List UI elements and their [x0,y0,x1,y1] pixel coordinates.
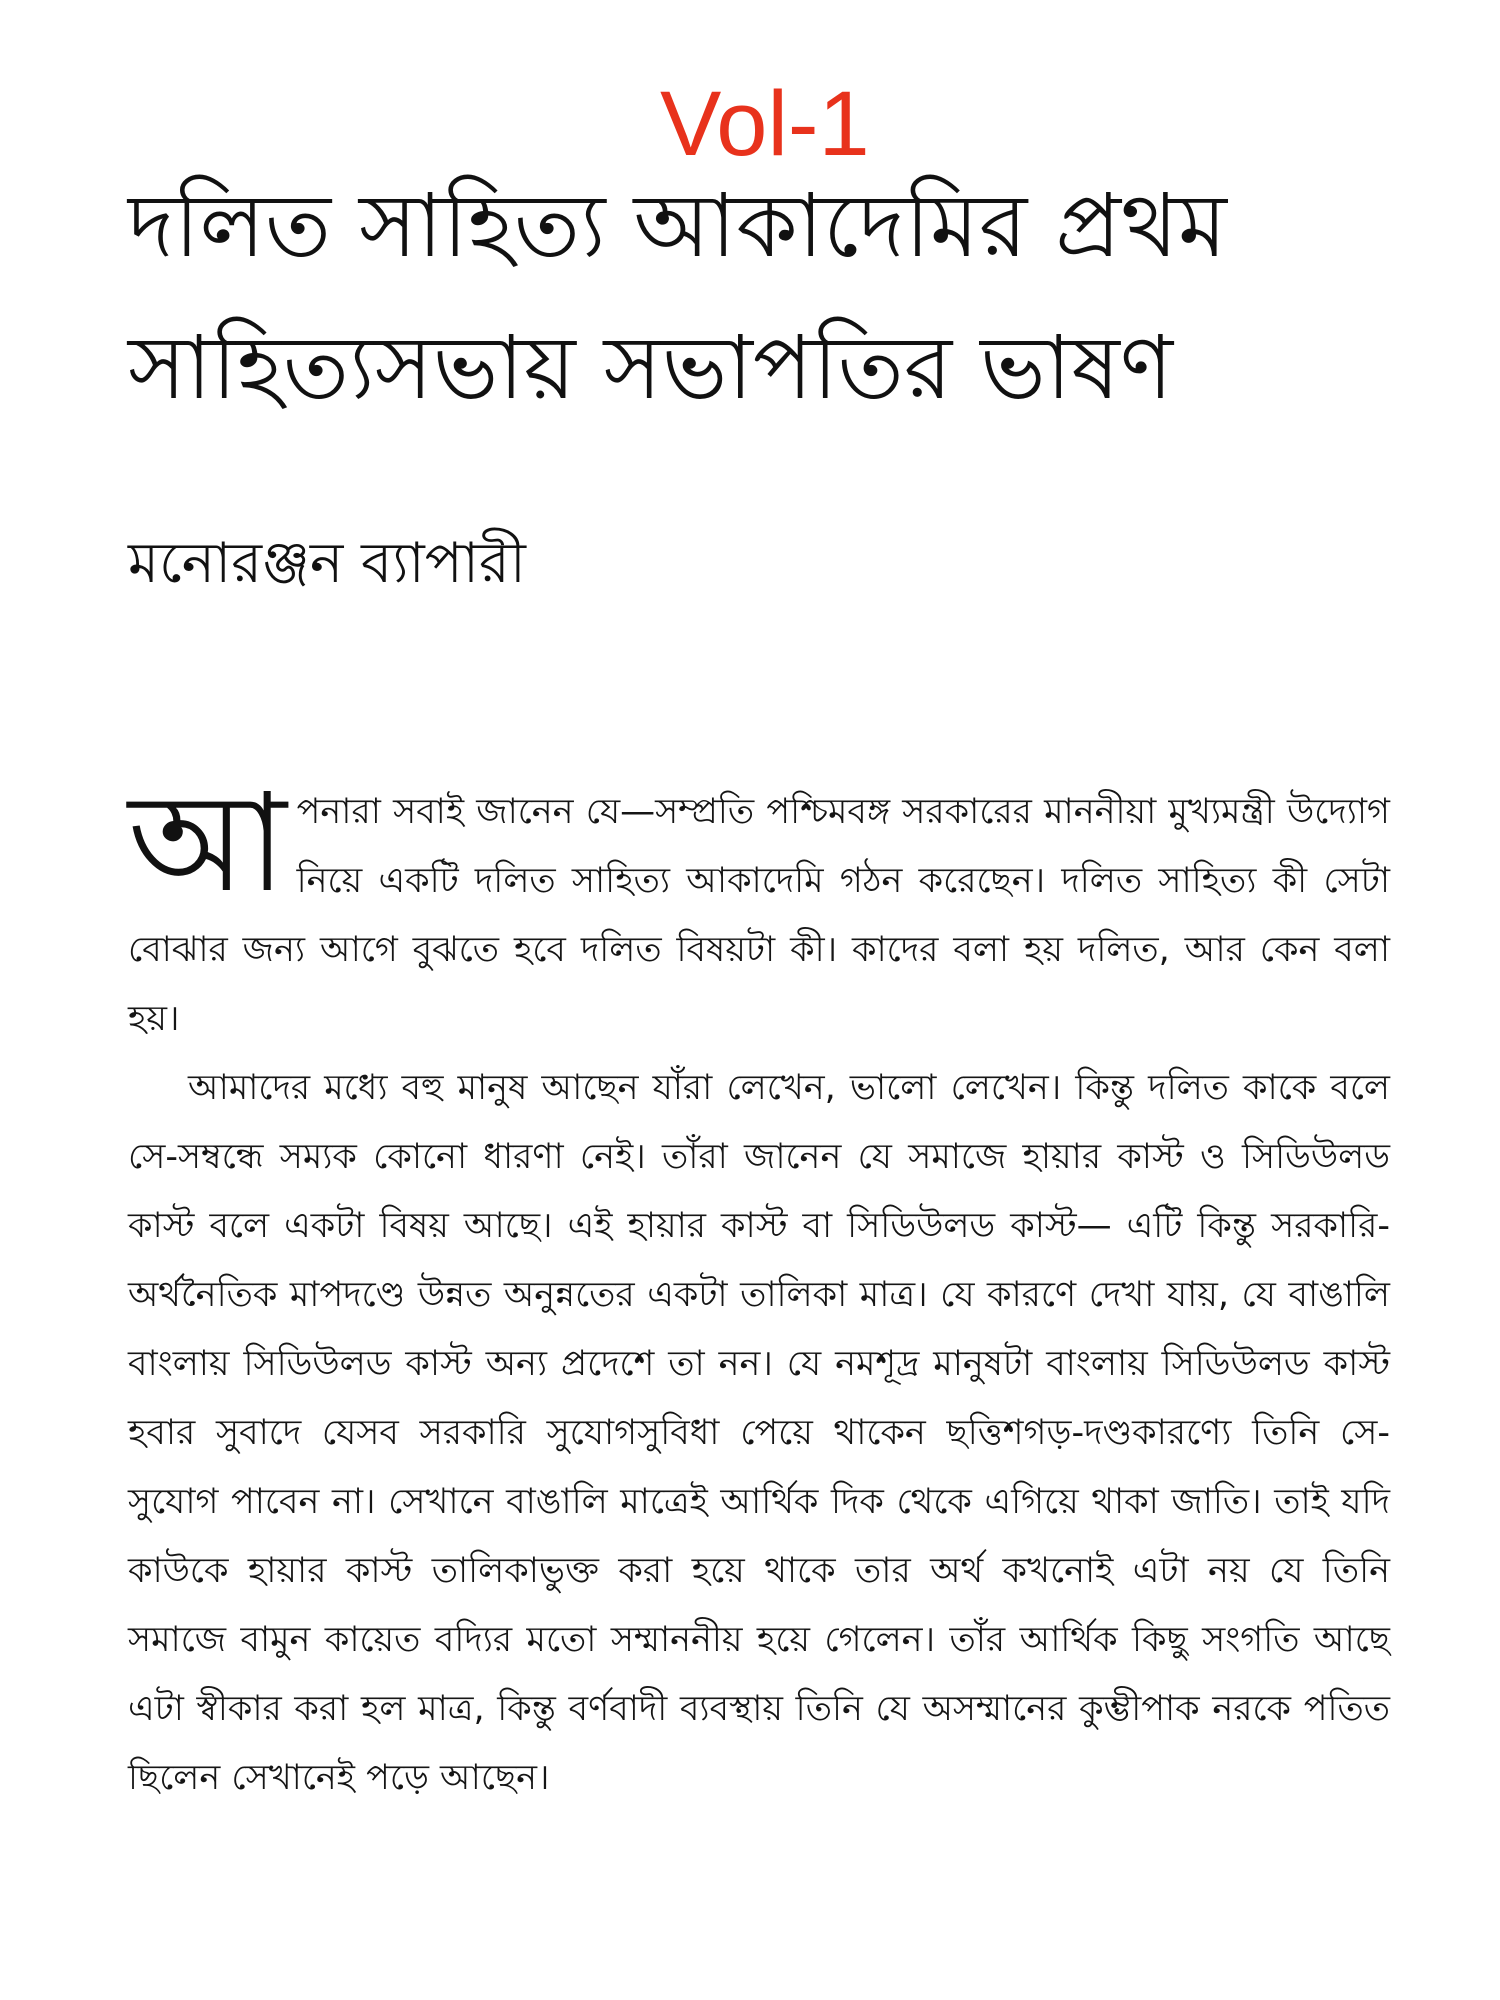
paragraph-1 [128,765,1390,1054]
paragraph-2: আমাদের মধ্যে বহু মানুষ আছেন যাঁরা লেখেন, ভালো লেখেন। কিন্তু দলিত কাকে বলে সে-সম্বন্ধে সম্যক কোনো ধারণা নেই। তাঁরা জানেন যে সমাজে হায়ার কাস্ট ও সিডিউলড কাস্ট বলে একটা বিষয় আছে। এই হায়ার কাস্ট বা সিডিউলড কাস্ট— এটি কিন্তু সরকারি-অর্থনৈতিক মাপদণ্ডে উন্নত অনুন্নতের একটা তালিকা মাত্র। যে কারণে দেখা যায়, যে বাঙালি বাংলায় সিডিউলড কাস্ট অন্য প্রদেশে তা নন। যে নমশূদ্র মানুষটা বাংলায় সিডিউলড কাস্ট হবার সুবাদে যেসব সরকারি সুযোগসুবিধা পেয়ে থাকেন ছত্তিশগড়-দণ্ডকারণ্যে তিনি সে-সুযোগ পাবেন না। সেখানে বাঙালি মাত্রেই আর্থিক দিক থেকে এগিয়ে থাকা জাতি। তাই যদি কাউকে হায়ার কাস্ট তালিকাভুক্ত করা হয়ে থাকে তার অর্থ কখনোই এটা নয় যে তিনি সমাজে বামুন কায়েত বদ্যির মতো সম্মাননীয় হয়ে গেলেন। তাঁর আর্থিক কিছু সংগতি আছে এটা স্বীকার করা হল মাত্র, কিন্তু বর্ণবাদী ব্যবস্থায় তিনি যে অসম্মানের কুম্ভীপাক নরকে পতিত ছিলেন সেখানেই পড়ে আছেন। [128,1068,1390,1798]
title-line-2: সাহিত্যসভায় সভাপতির ভাষণ [128,316,1174,419]
drop-cap: আ [128,765,287,923]
volume-label: Vol-1 [660,73,870,175]
paragraph-1-text: পনারা সবাই জানেন যে—সম্প্রতি পশ্চিমবঙ্গ সরকারের মাননীয়া মুখ্যমন্ত্রী উদ্যোগ নিয়ে একটি দলিত সাহিত্য আকাদেমি গঠন করেছেন। দলিত সাহিত্য কী সেটা বোঝার জন্য আগে বুঝতে হবে দলিত বিষয়টা কী। কাদের বলা হয় দলিত, আর কেন বলা হয়। [128,792,1390,1039]
article-title [128,155,1428,439]
title-line-1: দলিত সাহিত্য আকাদেমির প্রথম [128,174,1227,277]
article-body [128,765,1390,1813]
author-name: মনোরঞ্জন ব্যাপারী [128,531,526,596]
